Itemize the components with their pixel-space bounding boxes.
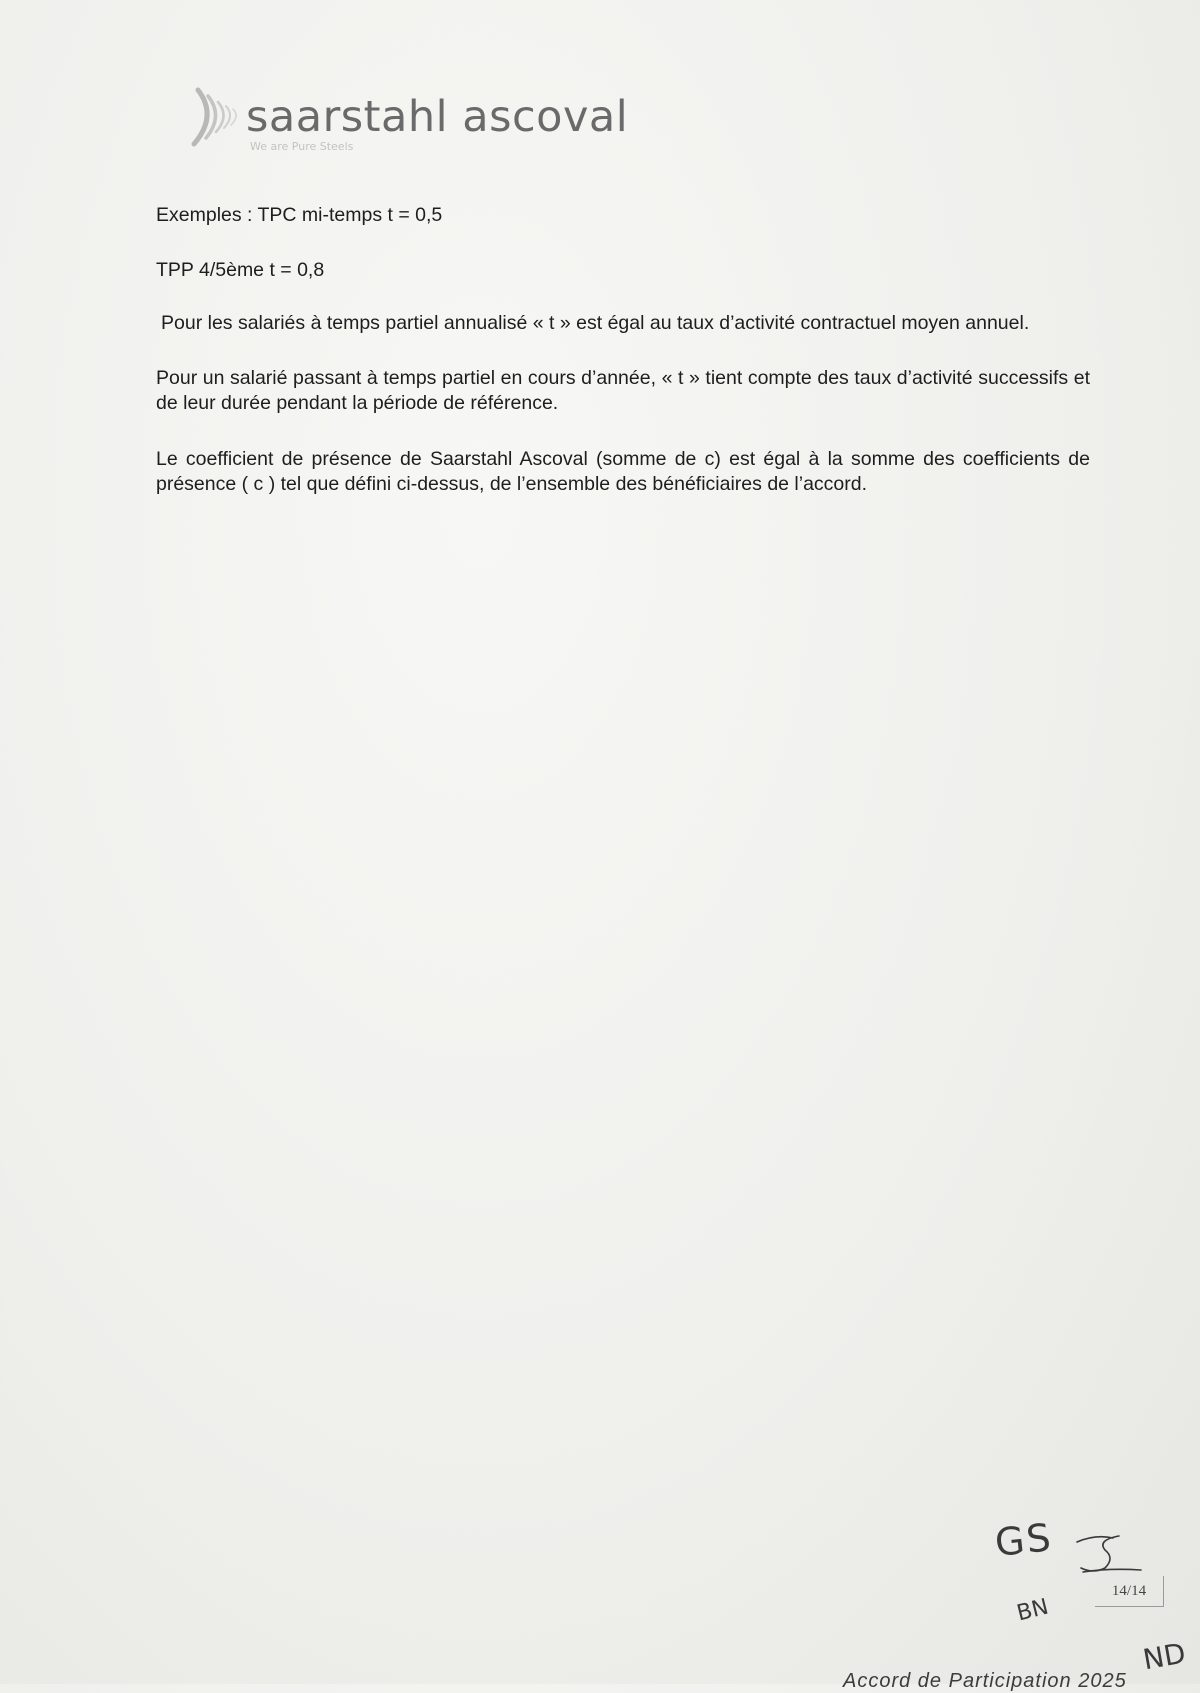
initials-bn: BN (1014, 1594, 1052, 1627)
logo-wave-icon (190, 86, 246, 148)
initials-gs: GS (992, 1515, 1055, 1565)
signature-mark-icon (1075, 1528, 1145, 1578)
tpp-line: TPP 4/5ème t = 0,8 (156, 259, 325, 281)
paragraph-cours-annee: Pour un salarié passant à temps partiel en cours d’année, « t » tient compte des taux d’activité successifs et de leur durée pendant la période de référence. (156, 367, 1090, 414)
paragraph-annualise: Pour les salariés à temps partiel annualisé « t » est égal au taux d’activité contractuel moyen annuel. (161, 312, 1030, 334)
page-number: 14/14 (1095, 1576, 1164, 1607)
logo-tagline: We are Pure Steels (250, 140, 354, 153)
logo-wordmark: saarstahl ascoval (246, 92, 629, 142)
document-footer: Accord de Participation 2025 (843, 1670, 1127, 1692)
company-logo (190, 86, 629, 166)
examples-line: Exemples : TPC mi-temps t = 0,5 (156, 204, 443, 226)
initials-nd: ND (1140, 1636, 1189, 1677)
paragraph-coefficient: Le coefficient de présence de Saarstahl Ascoval (somme de c) est égal à la somme des coefficients de présence ( c ) tel que défini ci-dessus, de l’ensemble des bénéficiaires de l’accord. (156, 448, 1090, 495)
